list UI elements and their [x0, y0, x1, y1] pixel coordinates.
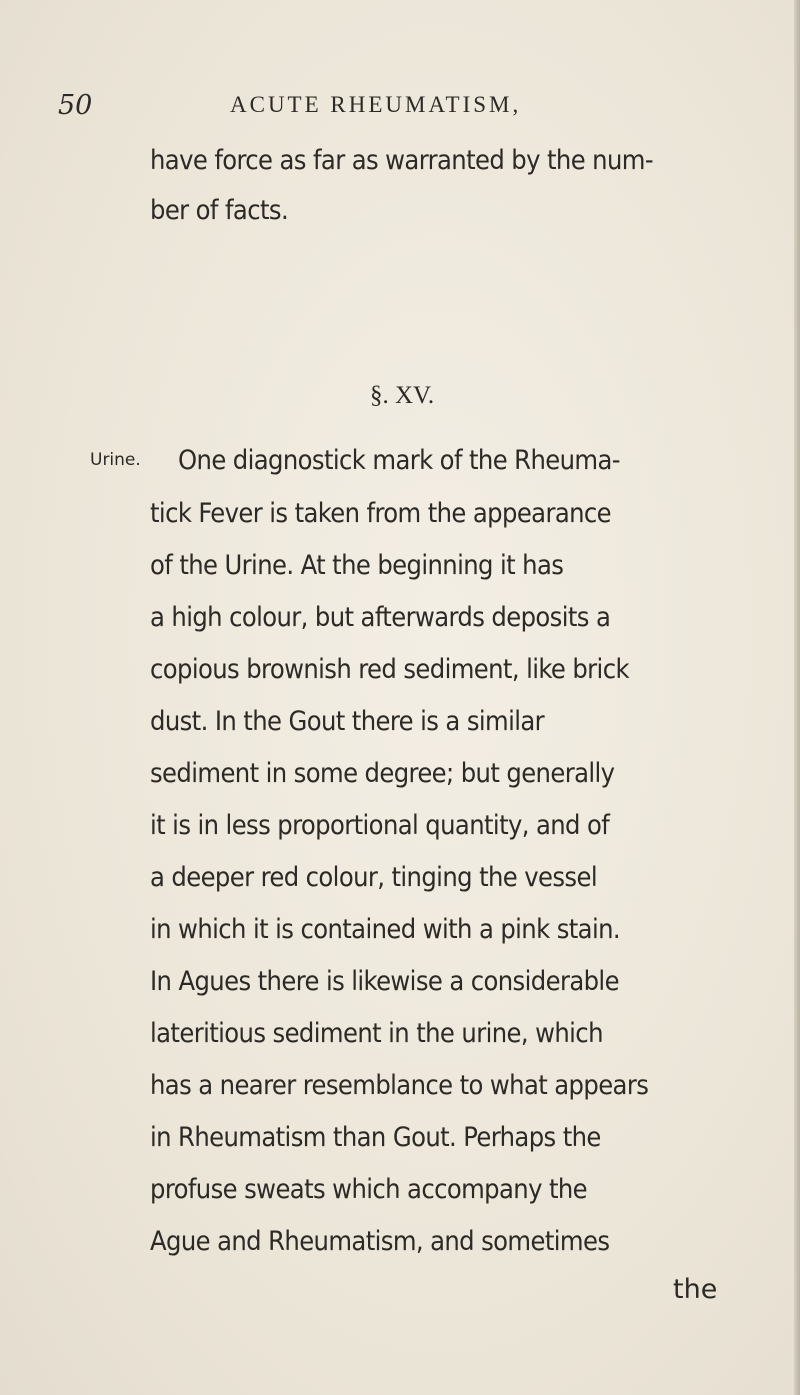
text-line: sediment in some degree; but generally	[150, 758, 615, 789]
margin-note: Urine.	[90, 450, 141, 470]
text-line: has a nearer resemblance to what appears	[150, 1070, 649, 1101]
text-line: lateritious sediment in the urine, which	[150, 1018, 603, 1049]
text-line: a deeper red colour, tinging the vessel	[150, 862, 597, 893]
text-line: tick Fever is taken from the appearance	[150, 498, 612, 529]
page-number: 50	[58, 90, 93, 121]
text-line: in which it is contained with a pink stain.	[150, 914, 621, 945]
text-line: One diagnostick mark of the Rheuma-	[178, 445, 620, 476]
running-title: ACUTE RHEUMATISM,	[230, 92, 522, 117]
text-line: copious brownish red sediment, like brick	[150, 654, 629, 685]
catchword: the	[673, 1274, 718, 1305]
text-line: Ague and Rheumatism, and sometimes	[150, 1226, 610, 1257]
section-heading: §. XV.	[370, 382, 435, 409]
text-line: of the Urine. At the beginning it has	[150, 550, 564, 581]
text-line: profuse sweats which accompany the	[150, 1174, 588, 1205]
text-line: ber of facts.	[150, 195, 289, 226]
text-line: it is in less proportional quantity, and of	[150, 810, 610, 841]
text-line: in Rheumatism than Gout. Perhaps the	[150, 1122, 601, 1153]
page-edge	[794, 0, 800, 1395]
text-line: dust. In the Gout there is a similar	[150, 706, 545, 737]
text-line: In Agues there is likewise a considerable	[150, 966, 619, 997]
text-line: have force as far as warranted by the num-	[150, 145, 653, 176]
text-line: a high colour, but afterwards deposits a	[150, 602, 611, 633]
